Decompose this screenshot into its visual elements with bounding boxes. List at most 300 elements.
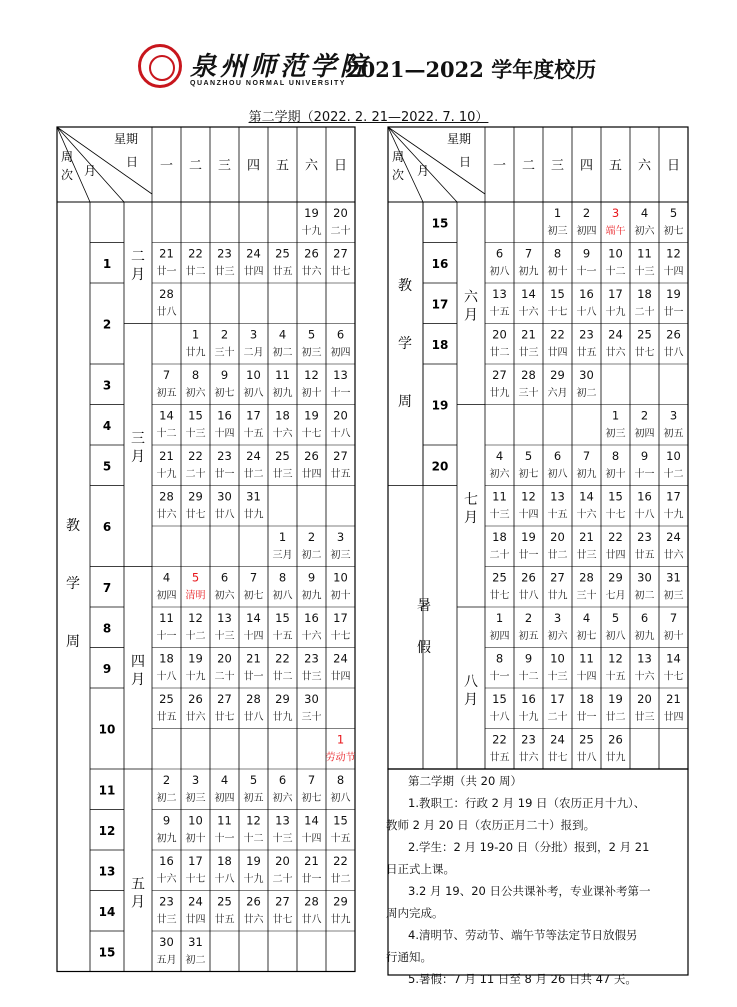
day-number: 12 xyxy=(188,611,203,625)
lunar-date: 廿四 xyxy=(663,712,684,723)
day-number: 20 xyxy=(550,530,565,544)
note-line: 周内完成。 xyxy=(386,906,444,920)
day-number: 24 xyxy=(246,246,261,261)
lunar-date: 廿九 xyxy=(272,712,293,723)
day-number: 27 xyxy=(333,449,348,463)
day-number: 12 xyxy=(521,489,536,504)
lunar-date: 廿四 xyxy=(330,671,351,683)
lunar-date: 廿九 xyxy=(547,590,568,602)
day-number: 14 xyxy=(521,287,536,301)
day-number: 22 xyxy=(275,651,290,666)
weekday-header: 一 xyxy=(159,158,174,174)
day-number: 27 xyxy=(275,894,290,909)
day-number: 19 xyxy=(521,530,536,544)
lunar-date: 廿八 xyxy=(663,347,684,359)
day-number: 11 xyxy=(492,489,507,504)
day-number: 13 xyxy=(275,813,290,828)
day-number: 17 xyxy=(550,692,565,706)
lunar-date: 十六 xyxy=(634,671,655,683)
note-line: 2.学生：2 月 19-20 日（分批）报到，2 月 21 xyxy=(408,840,650,854)
day-number: 29 xyxy=(608,570,623,585)
lunar-date: 十三 xyxy=(272,833,293,845)
header-day-label: 日 xyxy=(126,155,139,169)
lunar-date: 廿三 xyxy=(518,347,539,359)
lunar-date: 十二 xyxy=(663,469,684,480)
lunar-date: 十四 xyxy=(301,833,322,845)
day-number: 5 xyxy=(307,327,316,342)
lunar-date: 三十 xyxy=(214,347,235,359)
lunar-date: 三月 xyxy=(272,550,293,561)
lunar-date: 廿一 xyxy=(518,550,539,561)
notes-panel xyxy=(386,770,692,990)
day-number: 18 xyxy=(159,651,174,666)
lunar-date: 初四 xyxy=(214,793,235,804)
day-number: 12 xyxy=(666,246,681,261)
lunar-date: 十八 xyxy=(330,428,351,440)
day-number: 16 xyxy=(579,287,594,301)
day-number: 11 xyxy=(217,813,232,828)
lunar-date: 廿五 xyxy=(634,550,655,561)
day-number: 22 xyxy=(550,327,565,342)
lunar-date: 十六 xyxy=(576,509,597,521)
header-weekday-label: 星期 xyxy=(114,132,139,146)
page-title: 2021—2022 学年度校历 xyxy=(346,57,597,82)
lunar-date: 初四 xyxy=(156,590,177,602)
weekday-header: 四 xyxy=(246,158,261,174)
month-label: 月 xyxy=(464,307,478,324)
lunar-date: 十四 xyxy=(663,266,684,278)
lunar-date: 初二 xyxy=(576,388,597,399)
lunar-date: 廿六 xyxy=(518,752,539,764)
day-number: 5 xyxy=(669,206,678,220)
day-number: 16 xyxy=(521,692,536,706)
day-number: 24 xyxy=(666,530,681,544)
lunar-date: 十七 xyxy=(301,428,322,440)
header-month-label: 月 xyxy=(84,164,97,178)
day-number: 29 xyxy=(333,894,348,909)
day-number: 17 xyxy=(188,854,203,868)
lunar-date: 十九 xyxy=(156,469,177,480)
day-number: 26 xyxy=(608,732,623,747)
lunar-date: 二月 xyxy=(243,347,264,359)
day-number: 13 xyxy=(550,489,565,504)
lunar-date: 廿三 xyxy=(214,266,235,278)
note-line: 3.2 月 19、20 日公共课补考，专业课补考第一 xyxy=(408,884,651,898)
lunar-date: 廿五 xyxy=(156,712,177,723)
lunar-date: 初六 xyxy=(634,226,655,237)
weekday-header: 日 xyxy=(333,158,348,174)
lunar-date: 廿七 xyxy=(547,752,568,764)
header-weekday-label: 星期 xyxy=(447,132,472,146)
day-number: 26 xyxy=(521,570,536,585)
day-number: 22 xyxy=(492,732,507,747)
day-number: 24 xyxy=(246,449,261,463)
day-number: 10 xyxy=(333,570,348,585)
lunar-date: 廿一 xyxy=(576,712,597,723)
weekday-header: 三 xyxy=(550,158,565,174)
day-number: 3 xyxy=(611,206,620,220)
lunar-date: 廿四 xyxy=(185,914,206,926)
lunar-date: 廿四 xyxy=(547,347,568,359)
lunar-date: 廿二 xyxy=(330,874,351,885)
lunar-date: 初八 xyxy=(330,793,351,804)
week-number: 15 xyxy=(431,216,449,231)
day-number: 6 xyxy=(336,327,345,342)
day-number: 2 xyxy=(162,773,171,787)
lunar-date: 三十 xyxy=(576,590,597,602)
month-label: 七 xyxy=(464,491,478,508)
day-number: 12 xyxy=(304,368,319,382)
lunar-date: 初二 xyxy=(185,955,206,966)
lunar-date: 十五 xyxy=(330,833,351,845)
header-week-label: 周 xyxy=(392,150,405,164)
lunar-date: 二十 xyxy=(547,712,568,723)
header-week-label: 周 xyxy=(61,150,74,164)
day-number: 21 xyxy=(246,651,261,666)
lunar-date: 十六 xyxy=(301,631,322,642)
day-number: 25 xyxy=(637,327,652,342)
day-number: 25 xyxy=(275,449,290,463)
day-number: 23 xyxy=(521,732,536,747)
day-number: 15 xyxy=(333,813,348,828)
lunar-date: 十五 xyxy=(243,428,264,440)
week-number: 15 xyxy=(98,945,116,960)
lunar-date: 初十 xyxy=(547,266,568,278)
lunar-date: 廿五 xyxy=(272,266,293,278)
weekday-header: 一 xyxy=(492,158,507,174)
lunar-date: 初二 xyxy=(634,590,655,602)
section-label: 周 xyxy=(66,634,80,650)
week-number: 5 xyxy=(102,459,112,474)
lunar-date: 廿七 xyxy=(634,347,655,359)
lunar-date: 廿七 xyxy=(272,914,293,926)
lunar-date: 初九 xyxy=(156,833,177,845)
lunar-date: 五月 xyxy=(156,955,177,966)
lunar-date: 廿一 xyxy=(243,671,264,683)
lunar-date: 廿九 xyxy=(243,509,264,521)
lunar-date: 十二 xyxy=(185,631,206,642)
header-month-label: 月 xyxy=(417,164,430,178)
day-number: 13 xyxy=(637,651,652,666)
day-number: 4 xyxy=(162,570,171,585)
header-day-label: 日 xyxy=(459,155,472,169)
lunar-date: 廿九 xyxy=(489,388,510,399)
lunar-date: 廿七 xyxy=(214,712,235,723)
day-number: 4 xyxy=(220,773,229,787)
section-label: 周 xyxy=(398,394,412,410)
day-number: 15 xyxy=(550,287,565,301)
day-number: 17 xyxy=(333,611,348,625)
lunar-date: 廿八 xyxy=(576,752,597,764)
lunar-date: 初四 xyxy=(489,631,510,642)
weekday-header: 五 xyxy=(275,158,290,174)
lunar-date: 初九 xyxy=(301,590,322,602)
day-number: 31 xyxy=(246,489,261,504)
day-number: 10 xyxy=(246,368,261,382)
lunar-date: 初七 xyxy=(576,631,597,642)
lunar-date: 十四 xyxy=(576,671,597,683)
lunar-date: 初五 xyxy=(243,793,264,804)
lunar-date: 三十 xyxy=(301,712,322,723)
lunar-date: 十二 xyxy=(518,671,539,683)
day-number: 7 xyxy=(582,449,591,463)
lunar-date: 廿二 xyxy=(605,712,626,723)
day-number: 20 xyxy=(637,692,652,706)
day-number: 29 xyxy=(550,368,565,382)
lunar-date: 十五 xyxy=(605,671,626,683)
day-number: 4 xyxy=(278,327,287,342)
month-label: 月 xyxy=(464,692,478,708)
day-number: 23 xyxy=(217,449,232,463)
day-number: 1 xyxy=(553,206,562,220)
month-label: 月 xyxy=(131,671,145,688)
lunar-date: 廿四 xyxy=(605,550,626,561)
section-label: 教 xyxy=(398,278,412,294)
lunar-date: 初六 xyxy=(214,590,235,602)
day-number: 18 xyxy=(637,287,652,301)
day-number: 24 xyxy=(333,651,348,666)
lunar-date: 十一 xyxy=(214,833,235,845)
day-number: 8 xyxy=(191,368,200,382)
day-number: 24 xyxy=(188,894,203,909)
lunar-date: 廿五 xyxy=(576,347,597,359)
day-number: 12 xyxy=(246,813,261,828)
day-number: 22 xyxy=(188,246,203,261)
week-number: 13 xyxy=(98,864,116,879)
day-number: 21 xyxy=(304,854,319,868)
month-label: 月 xyxy=(131,449,145,465)
day-number: 20 xyxy=(492,327,507,342)
lunar-date: 廿七 xyxy=(489,590,510,602)
lunar-date: 初十 xyxy=(301,388,322,399)
lunar-date: 十八 xyxy=(576,307,597,318)
day-number: 5 xyxy=(249,773,258,787)
week-number: 12 xyxy=(98,823,116,838)
header-week-label: 次 xyxy=(392,168,405,182)
day-number: 3 xyxy=(336,530,345,544)
lunar-date: 廿一 xyxy=(663,307,684,318)
weekday-header: 二 xyxy=(188,158,203,174)
lunar-date: 廿四 xyxy=(301,469,322,480)
day-number: 5 xyxy=(191,570,200,585)
day-number: 23 xyxy=(579,327,594,342)
day-number: 16 xyxy=(217,408,232,423)
day-number: 26 xyxy=(666,327,681,342)
day-number: 19 xyxy=(666,287,681,301)
day-number: 7 xyxy=(249,570,258,585)
day-number: 7 xyxy=(307,773,316,787)
summer-label: 暑 xyxy=(417,598,431,614)
day-number: 31 xyxy=(188,935,203,949)
lunar-date: 十六 xyxy=(272,428,293,440)
lunar-date: 廿六 xyxy=(156,509,177,521)
week-number: 16 xyxy=(431,256,449,271)
lunar-date: 十七 xyxy=(605,509,626,521)
lunar-date: 廿三 xyxy=(156,914,177,926)
lunar-date: 初七 xyxy=(663,226,684,237)
day-number: 14 xyxy=(579,489,594,504)
day-number: 19 xyxy=(188,651,203,666)
lunar-date: 廿三 xyxy=(272,469,293,480)
lunar-date: 廿六 xyxy=(663,550,684,561)
lunar-date: 初七 xyxy=(518,469,539,480)
lunar-date: 廿九 xyxy=(185,347,206,359)
day-number: 28 xyxy=(579,570,594,585)
note-line: 1.教职工：行政 2 月 19 日（农历正月十九）、 xyxy=(408,796,646,810)
week-number: 11 xyxy=(98,783,116,798)
day-number: 29 xyxy=(188,489,203,504)
day-number: 30 xyxy=(159,935,174,949)
lunar-date: 十一 xyxy=(489,671,510,683)
day-number: 14 xyxy=(304,813,319,828)
day-number: 9 xyxy=(582,246,591,261)
lunar-date: 初九 xyxy=(272,388,293,399)
note-line: 日正式上课。 xyxy=(386,862,455,876)
note-line: 4.清明节、劳动节、端午节等法定节日放假另 xyxy=(408,928,638,942)
weekday-header: 六 xyxy=(304,158,319,174)
lunar-date: 十五 xyxy=(272,631,293,642)
day-number: 22 xyxy=(608,530,623,544)
lunar-date: 廿一 xyxy=(156,266,177,278)
lunar-date: 初六 xyxy=(185,388,206,399)
lunar-date: 初七 xyxy=(243,590,264,602)
lunar-date: 初五 xyxy=(663,428,684,440)
lunar-date: 十三 xyxy=(185,428,206,440)
lunar-date: 初六 xyxy=(547,631,568,642)
summer-label: 假 xyxy=(417,640,431,656)
day-number: 19 xyxy=(304,408,319,423)
day-number: 23 xyxy=(304,651,319,666)
lunar-date: 十二 xyxy=(243,833,264,845)
day-number: 19 xyxy=(246,854,261,868)
day-number: 26 xyxy=(246,894,261,909)
lunar-date: 七月 xyxy=(605,590,626,602)
day-number: 24 xyxy=(608,327,623,342)
lunar-date: 初七 xyxy=(301,793,322,804)
lunar-date: 廿八 xyxy=(518,590,539,602)
lunar-date: 廿二 xyxy=(185,266,206,278)
day-number: 3 xyxy=(669,408,678,423)
day-number: 8 xyxy=(336,773,345,787)
day-number: 19 xyxy=(608,692,623,706)
day-number: 17 xyxy=(246,408,261,423)
lunar-date: 初四 xyxy=(330,347,351,359)
lunar-date: 十五 xyxy=(489,307,510,318)
day-number: 26 xyxy=(304,449,319,463)
lunar-date: 二十 xyxy=(489,550,510,561)
lunar-date: 初九 xyxy=(518,266,539,278)
lunar-date: 十八 xyxy=(634,509,655,521)
lunar-date: 十一 xyxy=(156,631,177,642)
lunar-date: 十七 xyxy=(330,631,351,642)
lunar-date: 初三 xyxy=(605,428,626,440)
day-number: 11 xyxy=(579,651,594,666)
lunar-date: 初八 xyxy=(243,388,264,399)
week-number: 2 xyxy=(102,317,112,332)
day-number: 3 xyxy=(249,327,258,342)
day-number: 28 xyxy=(246,692,261,706)
lunar-date: 十四 xyxy=(518,509,539,521)
semester-subtitle: 第二学期（2022. 2. 21—2022. 7. 10） xyxy=(248,110,489,125)
lunar-date: 十七 xyxy=(185,874,206,885)
lunar-date: 初三 xyxy=(301,347,322,359)
lunar-date: 劳动节 xyxy=(325,752,356,764)
lunar-date: 廿六 xyxy=(605,347,626,359)
month-label: 三 xyxy=(131,431,145,447)
day-number: 9 xyxy=(524,651,533,666)
day-number: 21 xyxy=(666,692,681,706)
day-number: 7 xyxy=(524,246,533,261)
day-number: 11 xyxy=(275,368,290,382)
lunar-date: 初二 xyxy=(156,793,177,804)
weekday-header: 六 xyxy=(637,158,652,174)
day-number: 29 xyxy=(275,692,290,706)
day-number: 4 xyxy=(582,611,591,625)
day-number: 10 xyxy=(666,449,681,463)
lunar-date: 十八 xyxy=(156,671,177,683)
day-number: 9 xyxy=(307,570,316,585)
day-number: 21 xyxy=(579,530,594,544)
day-number: 1 xyxy=(611,408,620,423)
lunar-date: 十二 xyxy=(605,266,626,278)
day-number: 15 xyxy=(492,692,507,706)
day-number: 27 xyxy=(492,368,507,382)
lunar-date: 十九 xyxy=(605,307,626,318)
lunar-date: 十八 xyxy=(214,874,235,885)
day-number: 24 xyxy=(550,732,565,747)
lunar-date: 十三 xyxy=(214,631,235,642)
lunar-date: 初四 xyxy=(634,428,655,440)
lunar-date: 初六 xyxy=(489,469,510,480)
school-name-en: QUANZHOU NORMAL UNIVERSITY xyxy=(190,80,346,87)
day-number: 1 xyxy=(495,611,504,625)
lunar-date: 初八 xyxy=(272,590,293,602)
lunar-date: 初三 xyxy=(185,793,206,804)
day-number: 11 xyxy=(159,611,174,625)
lunar-date: 廿六 xyxy=(301,266,322,278)
day-number: 23 xyxy=(159,894,174,909)
lunar-date: 初五 xyxy=(156,388,177,399)
day-number: 25 xyxy=(579,732,594,747)
lunar-date: 廿六 xyxy=(243,914,264,926)
day-number: 14 xyxy=(246,611,261,625)
day-number: 20 xyxy=(333,408,348,423)
day-number: 31 xyxy=(666,570,681,585)
day-number: 25 xyxy=(275,246,290,261)
week-number: 4 xyxy=(102,418,112,433)
lunar-date: 十九 xyxy=(301,226,322,237)
day-number: 5 xyxy=(524,449,533,463)
day-number: 8 xyxy=(495,651,504,666)
day-number: 11 xyxy=(637,246,652,261)
month-label: 五 xyxy=(131,876,145,893)
day-number: 28 xyxy=(159,287,174,301)
day-number: 7 xyxy=(162,368,171,382)
lunar-date: 十九 xyxy=(663,509,684,521)
day-number: 13 xyxy=(333,368,348,382)
day-number: 17 xyxy=(666,489,681,504)
lunar-date: 六月 xyxy=(547,388,568,399)
week-number: 3 xyxy=(102,378,112,393)
lunar-date: 三十 xyxy=(518,388,539,399)
day-number: 13 xyxy=(217,611,232,625)
header-week-label: 次 xyxy=(61,168,74,182)
lunar-date: 十七 xyxy=(547,307,568,318)
lunar-date: 廿六 xyxy=(185,712,206,723)
day-number: 27 xyxy=(550,570,565,585)
day-number: 4 xyxy=(640,206,649,220)
day-number: 18 xyxy=(579,692,594,706)
